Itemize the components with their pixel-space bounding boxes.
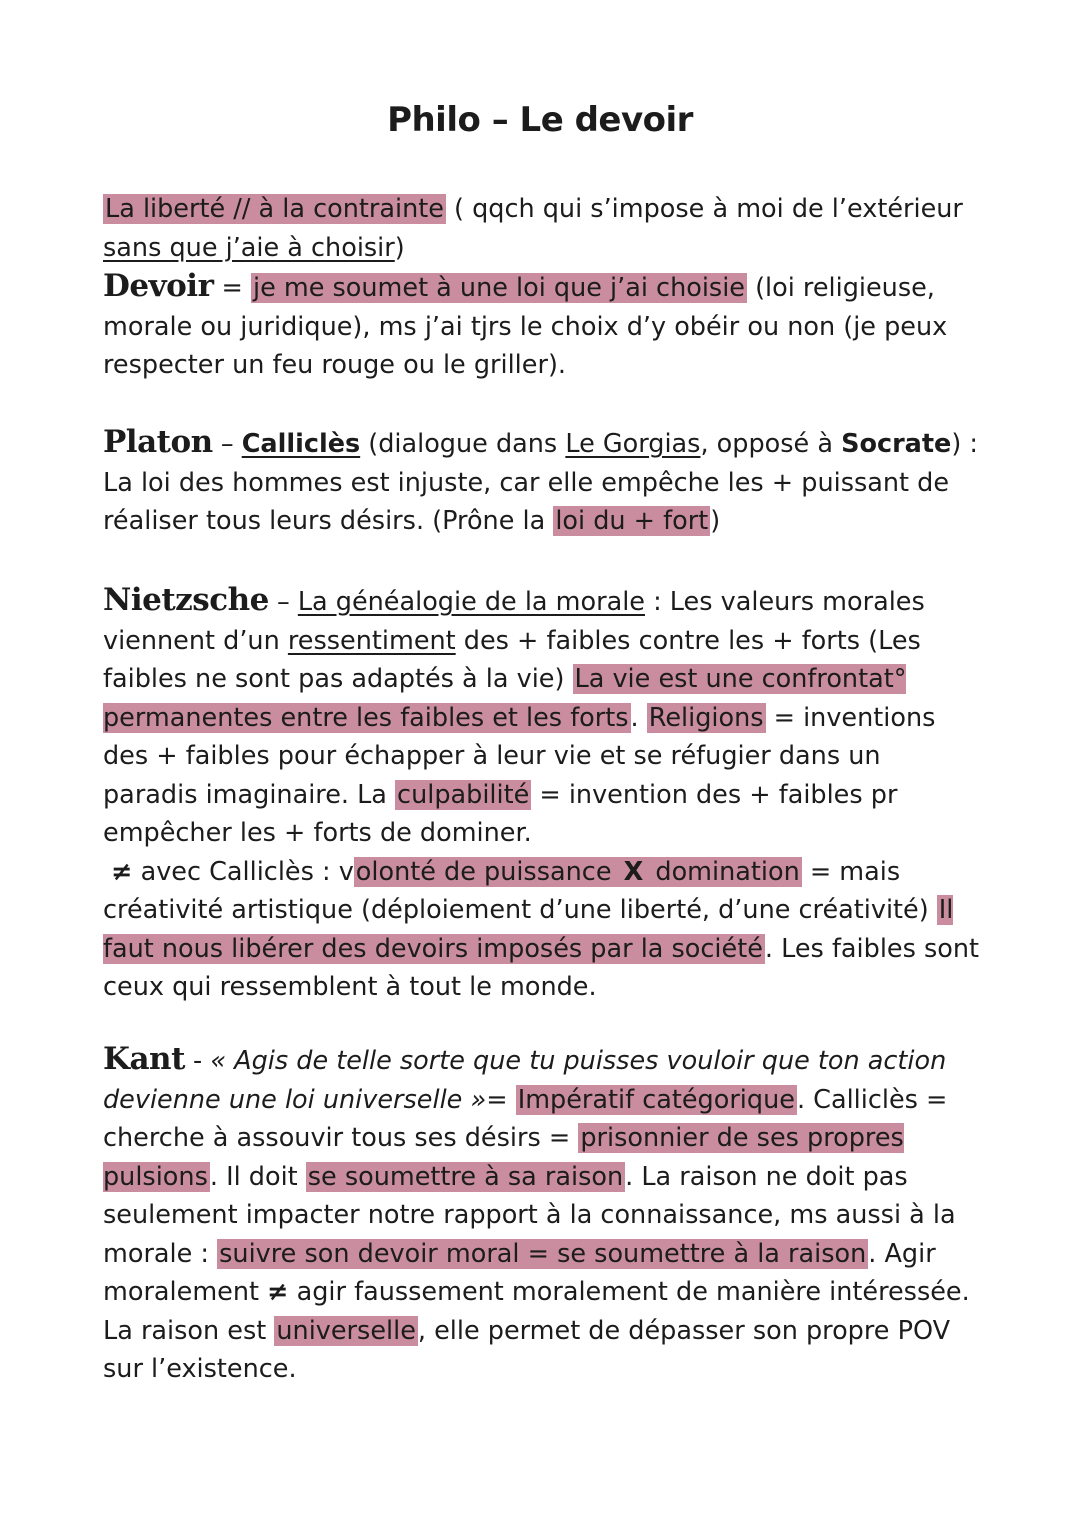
nietzsche-paragraph	[103, 581, 983, 1007]
kant-text-1: =	[486, 1084, 516, 1115]
nietzsche-text-4: = inventions des + faibles pour échapper à leur vie et se réfugier dans un paradis imaginaire. La	[103, 702, 936, 810]
socrate-name: Socrate	[841, 429, 952, 459]
platon-text-2: , opposé à	[700, 429, 842, 459]
intro-text: ( qqch qui s’impose à moi de l’extérieur	[445, 194, 963, 224]
devoir-label: Devoir	[103, 268, 214, 304]
kant-text-6: agir faussement moralement de manière intéressée. La raison est	[103, 1277, 970, 1346]
highlight-liberte: La liberté // à la contrainte	[105, 194, 444, 224]
nietzsche-text-3: .	[630, 702, 647, 733]
kant-name: Kant	[103, 1041, 185, 1077]
devoir-eq: =	[213, 273, 251, 303]
kant-text-7: , elle permet de dépasser son propre POV sur l’existence.	[103, 1315, 951, 1384]
devoir-text: (loi religieuse, morale ou juridique), ms j’ai tjrs le choix d’y obéir ou non (je peux respecter un feu rouge ou le griller).	[103, 273, 948, 380]
page-title: Philo – Le devoir	[387, 100, 693, 140]
nietzsche-text-6: avec Calliclès : v	[132, 856, 354, 887]
nietzsche-text-5: = invention des + faibles pr empêcher les + forts de dominer.	[103, 779, 898, 848]
platon-name: Platon	[103, 424, 213, 460]
intro-close: )	[394, 232, 405, 263]
platon-dash: –	[212, 429, 242, 459]
platon-paragraph	[103, 423, 983, 541]
platon-text-4: )	[710, 506, 721, 536]
kant-text-2: . Calliclès = cherche à assouvir tous ses désirs =	[103, 1084, 948, 1153]
kant-text-5: . Agir moralement	[103, 1238, 936, 1307]
kant-text-4: . La raison ne doit pas seulement impacter notre rapport à la connaissance, ms aussi à la morale :	[103, 1161, 956, 1269]
highlight-volonte: olonté de puissance	[355, 856, 620, 887]
platon-work: Le Gorgias	[565, 429, 701, 459]
highlight-domination: domination	[647, 856, 800, 887]
nietzsche-name: Nietzsche	[103, 582, 269, 618]
highlight-loi-du-fort: loi du + fort	[555, 506, 709, 536]
highlight-confrontation: La vie est une confrontat° permanentes entre les faibles et les forts	[103, 664, 907, 733]
highlight-devoir: je me soumet à une loi que j’ai choisie	[252, 273, 745, 303]
platon-text-3: ) : La loi des hommes est injuste, car elle empêche les + puissant de réaliser tous leurs désirs. (Prône la	[103, 429, 979, 536]
kant-paragraph	[103, 1040, 983, 1389]
nietzsche-work: La généalogie de la morale	[297, 587, 645, 617]
nietzsche-text-8: . Les faibles sont ceux qui ressemblent à tout le monde.	[103, 933, 980, 1002]
highlight-religions: Religions	[648, 702, 764, 733]
highlight-imperatif: Impératif catégorique	[517, 1084, 795, 1115]
highlight-culpabilite: culpabilité	[397, 779, 530, 810]
cross-symbol: X	[623, 856, 644, 887]
highlight-universelle: universelle	[276, 1315, 416, 1346]
highlight-liberer: Il faut nous libérer des devoirs imposés par la société	[103, 895, 954, 964]
highlight-devoir-moral: suivre son devoir moral = se soumettre à la raison	[219, 1238, 867, 1269]
callicles-name: Calliclès	[241, 429, 361, 459]
kant-quote: « Agis de telle sorte que tu puisses vouloir que ton action devienne une loi universelle »	[103, 1046, 947, 1115]
intro-underlined: sans que j’aie à choisir	[103, 232, 395, 263]
nietzsche-dash: –	[268, 587, 298, 617]
nietzsche-text-2: des + faibles contre les + forts (Les faibles ne sont pas adaptés à la vie)	[103, 625, 921, 694]
nietzsche-text-7: = mais créativité artistique (déploiement d’une liberté, d’une créativité)	[103, 856, 937, 925]
highlight-prisonnier: prisonnier de ses propres pulsions	[103, 1123, 904, 1192]
intro-paragraph	[103, 190, 983, 385]
kant-dash: -	[184, 1046, 211, 1076]
platon-text-1: (dialogue dans	[360, 429, 566, 459]
highlight-soumettre: se soumettre à sa raison	[307, 1161, 624, 1192]
ressentiment-word: ressentiment	[287, 625, 456, 656]
nietzsche-text-1: : Les valeurs morales viennent d’un	[103, 587, 925, 656]
not-equal-symbol-kant: ≠	[267, 1277, 289, 1307]
kant-text-3: . Il doit	[209, 1161, 306, 1192]
not-equal-symbol: ≠	[111, 856, 133, 887]
